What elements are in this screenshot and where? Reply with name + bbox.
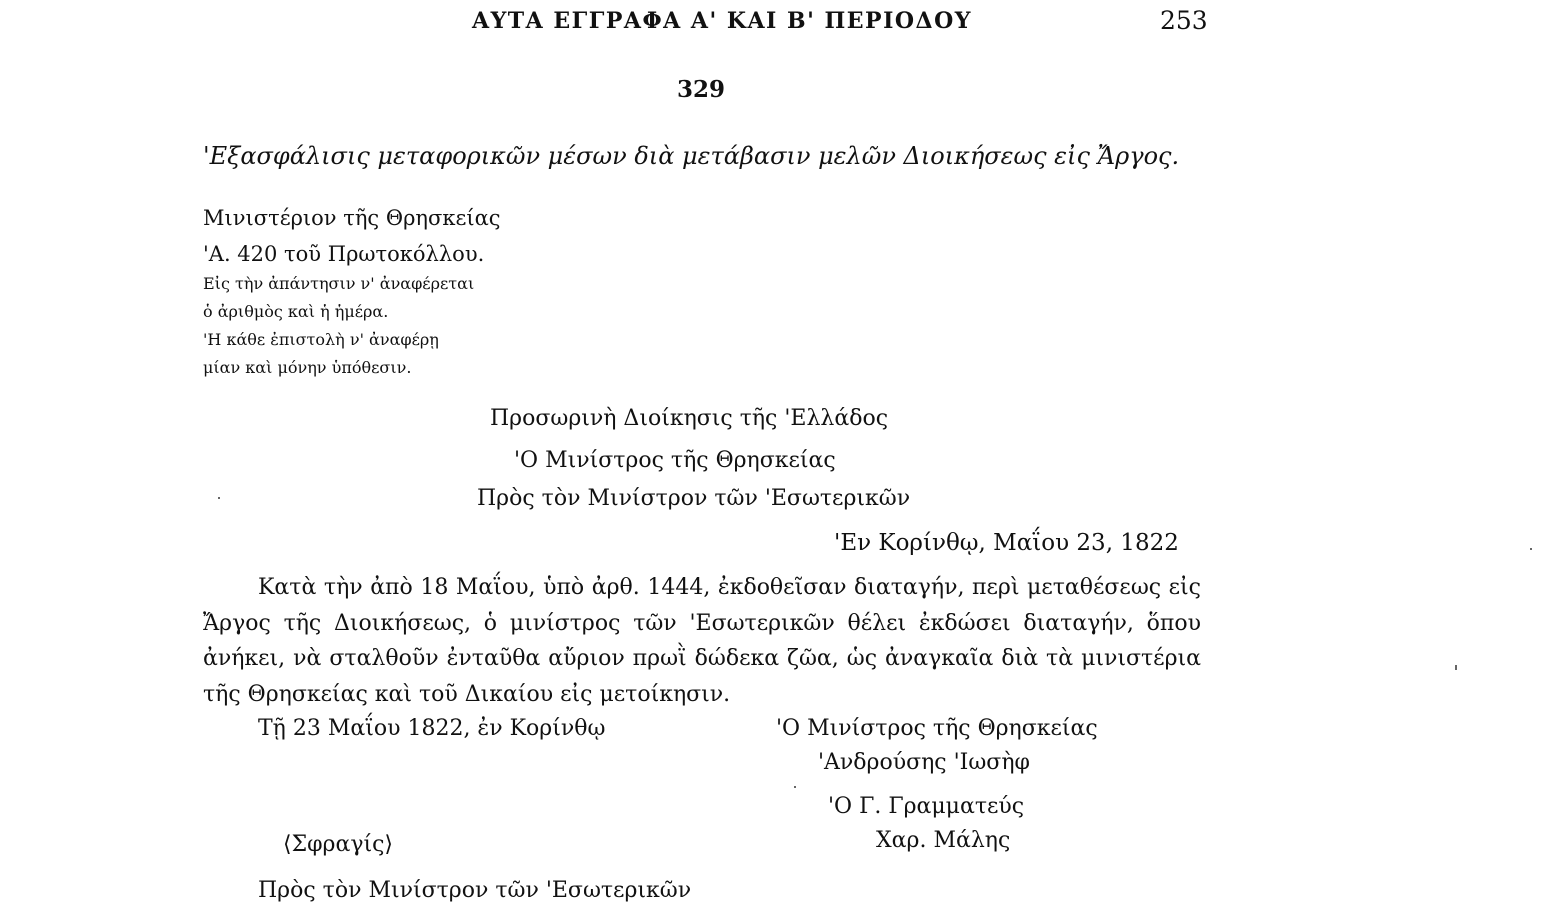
scan-speck	[794, 786, 796, 788]
scan-speck	[1530, 548, 1532, 550]
addressee: Πρὸς τὸν Μινίστρον τῶν 'Εσωτερικῶν	[258, 878, 692, 903]
note-line: μίαν καὶ μόνην ὑπόθεσιν.	[203, 358, 412, 377]
heading-line: 'Ο Μινίστρος τῆς Θρησκείας	[514, 448, 836, 473]
note-line: 'Η κάθε ἐπιστολὴ ν' ἀναφέρῃ	[203, 330, 439, 349]
secretary-name: Χαρ. Μάλης	[876, 828, 1011, 853]
document-number: 329	[677, 76, 726, 103]
note-line: Εἰς τὴν ἀπάντησιν ν' ἀναφέρεται	[203, 274, 475, 293]
running-head: ΑΥΤΑ ΕΓΓΡΑΦΑ Α' ΚΑΙ Β' ΠΕΡΙΟΔΟΥ	[472, 8, 972, 34]
closing-date: Τῇ 23 Μαΐου 1822, ἐν Κορίνθῳ	[258, 716, 606, 741]
heading-line: Πρὸς τὸν Μινίστρον τῶν 'Εσωτερικῶν	[477, 486, 911, 511]
page-number: 253	[1160, 6, 1208, 35]
seal: ⟨Σφραγίς⟩	[283, 832, 394, 857]
scan-speck	[1455, 665, 1457, 670]
scan-speck	[218, 497, 220, 499]
secretary-title: 'Ο Γ. Γραμματεύς	[828, 794, 1025, 819]
signatory-title: 'Ο Μινίστρος τῆς Θρησκείας	[776, 716, 1098, 741]
protocol-line: 'Α. 420 τοῦ Πρωτοκόλλου.	[203, 242, 485, 266]
signatory-name: 'Ανδρούσης 'Ιωσὴφ	[818, 750, 1030, 775]
place-date: 'Εν Κορίνθῳ, Μαΐου 23, 1822	[834, 530, 1179, 556]
heading-line: Προσωρινὴ Διοίκησις τῆς 'Ελλάδος	[490, 406, 889, 431]
note-line: ὁ ἀριθμὸς καὶ ἡ ἡμέρα.	[203, 302, 389, 321]
document-title: 'Εξασφάλισις μεταφορικῶν μέσων διὰ μετάβασιν μελῶν Διοικήσεως εἰς Ἄργος.	[203, 142, 1180, 170]
body-paragraph: Κατὰ τὴν ἀπὸ 18 Μαΐου, ὑπὸ ἀρθ. 1444, ἐκδοθεῖσαν διαταγήν, περὶ μεταθέσεως εἰς Ἄργος τῆς Διοικήσεως, ὁ μινίστρος τῶν 'Εσωτερικῶν θέλει ἐκδώσει διαταγήν, ὅπου ἀνήκει, νὰ σταλθοῦν ἐνταῦθα αὔριον πρωῒ δώδεκα ζῶα, ὡς ἀναγκαῖα διὰ τὰ μινιστέρια τῆς Θρησκείας καὶ τοῦ Δικαίου εἰς μετοίκησιν.	[203, 575, 1201, 707]
ministry-line: Μινιστέριον τῆς Θρησκείας	[203, 206, 501, 230]
